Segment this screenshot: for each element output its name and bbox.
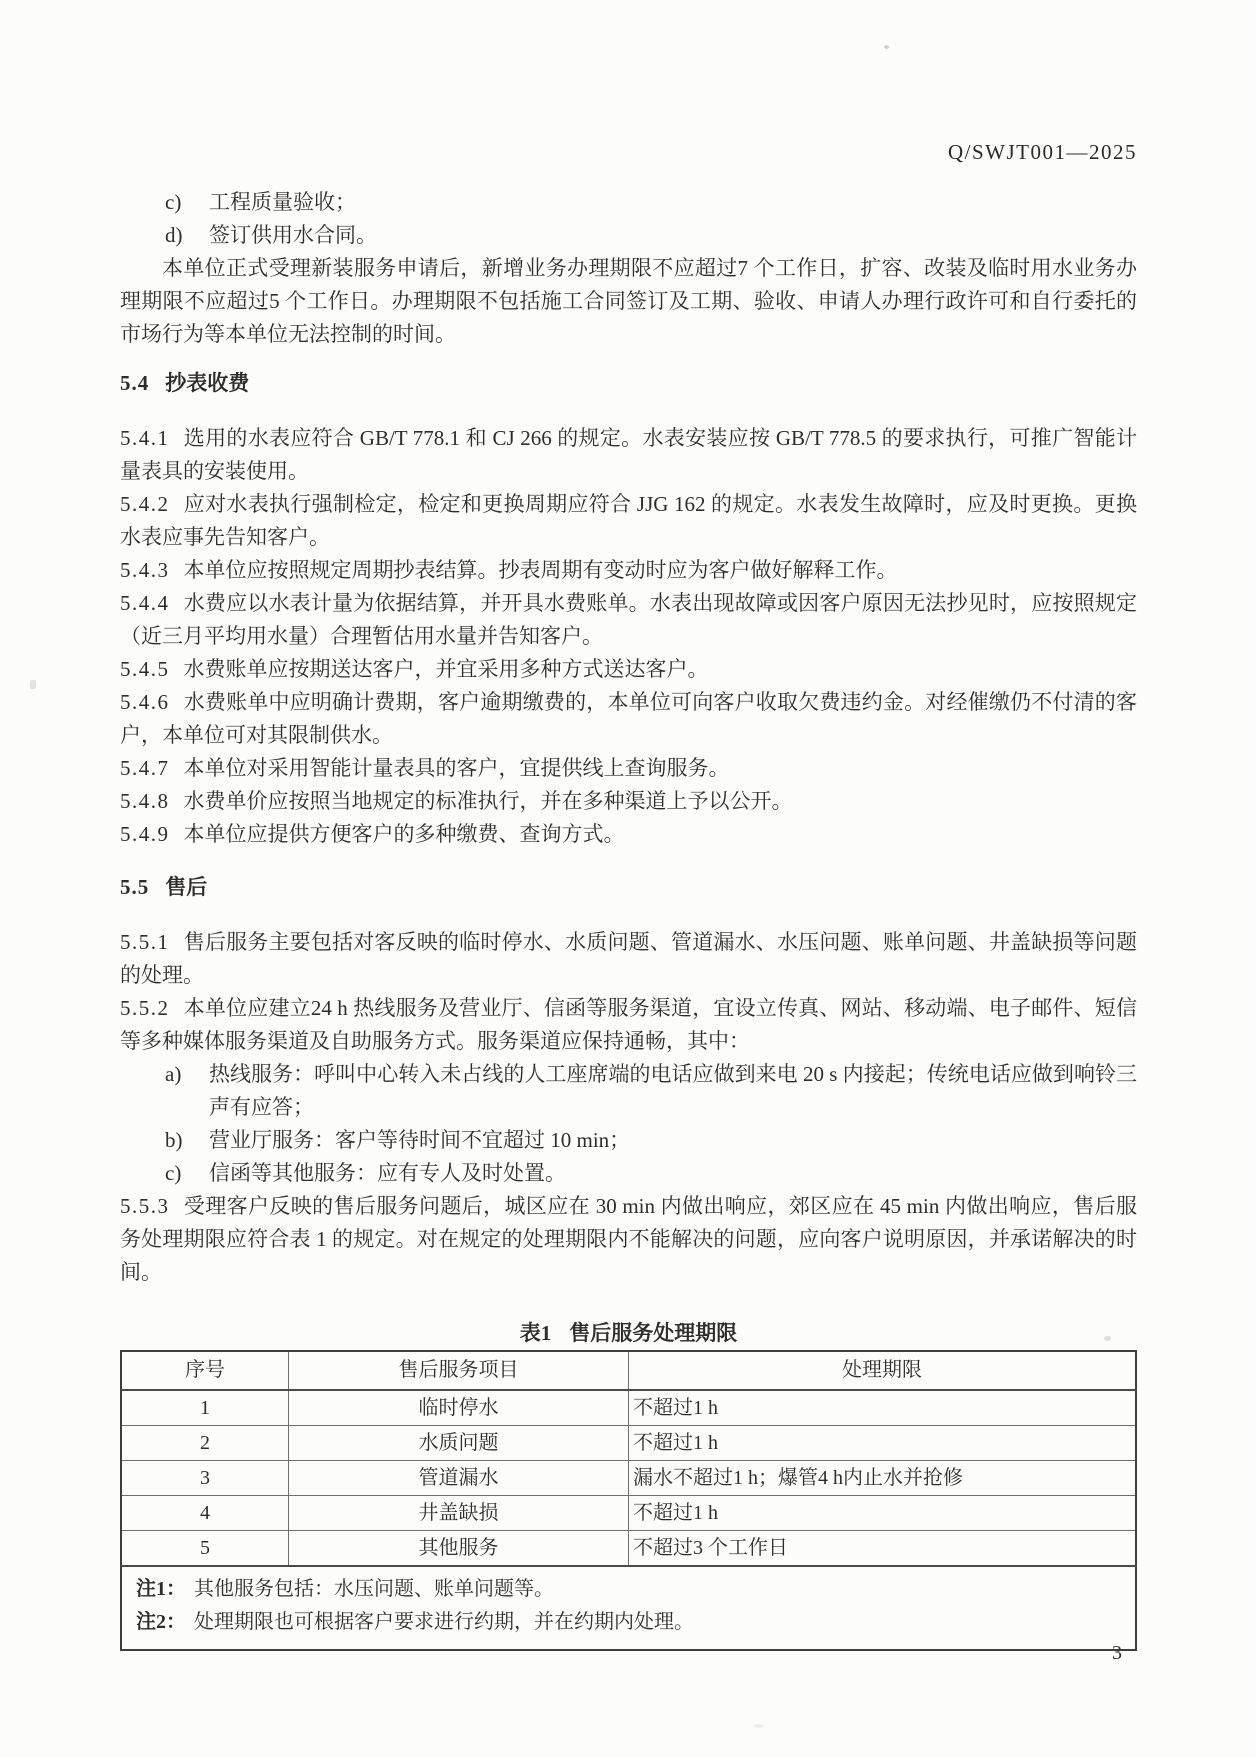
table-cell-index: 5 <box>121 1531 288 1567</box>
table-note-2 <box>136 1606 1121 1639</box>
clause-number: 5.4.5 <box>120 657 170 681</box>
page-number: 3 <box>1112 1642 1122 1664</box>
list-item-d <box>120 219 1137 252</box>
clause-5-4-6 <box>120 686 1137 752</box>
clause-number: 5.4.8 <box>120 789 170 813</box>
note-text: 处理期限也可根据客户要求进行约期，并在约期内处理。 <box>194 1611 694 1633</box>
table-row <box>121 1461 1136 1496</box>
clause-5-4-9 <box>120 818 1137 851</box>
table-row <box>121 1496 1136 1531</box>
table-header-row <box>121 1351 1136 1390</box>
clause-number: 5.4.3 <box>120 558 170 582</box>
table-row <box>121 1390 1136 1426</box>
note-label: 注2： <box>136 1611 186 1633</box>
clause-number: 5.4.9 <box>120 822 170 846</box>
clause-number: 5.5.3 <box>120 1194 170 1218</box>
clause-text: 本单位应按照规定周期抄表结算。抄表周期有变动时应为客户做好解释工作。 <box>183 558 898 582</box>
subitem-marker: c) <box>165 1161 182 1185</box>
clause-5-4-8 <box>120 785 1137 818</box>
scan-artifact <box>1104 1336 1111 1341</box>
table-cell-limit: 不超过3 个工作日 <box>628 1531 1136 1567</box>
table-cell-index: 4 <box>121 1496 288 1531</box>
clause-5-4-2 <box>120 488 1137 554</box>
subitem-text: 信函等其他服务：应有专人及时处置。 <box>209 1161 566 1185</box>
clause-number: 5.4.6 <box>120 690 170 714</box>
subitem-marker: a) <box>165 1062 182 1086</box>
table-caption-title: 售后服务处理期限 <box>569 1321 738 1345</box>
clause-5-4-3 <box>120 554 1137 587</box>
subitem-b <box>120 1124 1137 1157</box>
section-number: 5.4 <box>120 371 150 395</box>
section-title: 售后 <box>165 875 208 899</box>
clause-5-4-5 <box>120 653 1137 686</box>
clause-number: 5.5.2 <box>120 996 170 1020</box>
section-heading-5-4 <box>120 367 1137 400</box>
clause-text: 本单位应建立24 h 热线服务及营业厅、信函等服务渠道，宜设立传真、网站、移动端、电子邮件、短信等多种媒体服务渠道及自助服务方式。服务渠道应保持通畅，其中： <box>120 996 1137 1053</box>
list-marker: d) <box>165 223 183 247</box>
clause-5-5-3 <box>120 1190 1137 1289</box>
clause-text: 本单位对采用智能计量表具的客户，宜提供线上查询服务。 <box>183 756 730 780</box>
table-cell-index: 2 <box>121 1426 288 1461</box>
table-header-cell-index: 序号 <box>121 1351 288 1390</box>
table-cell-limit: 不超过1 h <box>628 1426 1136 1461</box>
aftersales-limits-table <box>120 1350 1137 1651</box>
scan-artifact <box>884 45 889 49</box>
table-caption-label: 表1 <box>519 1321 552 1345</box>
list-text: 签订供用水合同。 <box>209 223 377 247</box>
section-title: 抄表收费 <box>165 371 250 395</box>
clause-number: 5.4.1 <box>120 426 170 450</box>
note-label: 注1： <box>136 1578 186 1600</box>
table-row <box>121 1531 1136 1567</box>
list-marker: c) <box>165 190 182 214</box>
table-notes-row <box>121 1566 1136 1650</box>
clause-text: 选用的水表应符合 GB/T 778.1 和 CJ 266 的规定。水表安装应按 GB/T 778.5 的要求执行，可推广智能计量表具的安装使用。 <box>120 426 1137 483</box>
clause-text: 水费应以水表计量为依据结算，并开具水费账单。水表出现故障或因客户原因无法抄见时，应按照规定（近三月平均用水量）合理暂估用水量并告知客户。 <box>120 591 1137 648</box>
table-cell-index: 3 <box>121 1461 288 1496</box>
table-cell-item: 临时停水 <box>288 1390 628 1426</box>
section-heading-5-5 <box>120 871 1137 904</box>
section-number: 5.5 <box>120 875 150 899</box>
table-cell-item: 水质问题 <box>288 1426 628 1461</box>
clause-text: 售后服务主要包括对客反映的临时停水、水质问题、管道漏水、水压问题、账单问题、井盖缺损等问题的处理。 <box>120 930 1137 987</box>
table-cell-item: 其他服务 <box>288 1531 628 1567</box>
table-row <box>121 1426 1136 1461</box>
clause-text: 水费账单应按期送达客户，并宜采用多种方式送达客户。 <box>183 657 709 681</box>
scan-artifact <box>754 1724 764 1728</box>
table-cell-limit: 不超过1 h <box>628 1496 1136 1531</box>
table-caption <box>120 1317 1137 1350</box>
clause-5-4-1 <box>120 422 1137 488</box>
subitem-text: 营业厅服务：客户等待时间不宜超过 10 min； <box>209 1128 631 1152</box>
subitem-c <box>120 1157 1137 1190</box>
table-cell-item: 管道漏水 <box>288 1461 628 1496</box>
clause-5-5-2 <box>120 992 1137 1058</box>
table-cell-item: 井盖缺损 <box>288 1496 628 1531</box>
clause-text: 水费账单中应明确计费期，客户逾期缴费的，本单位可向客户收取欠费违约金。对经催缴仍不付清的客户，本单位可对其限制供水。 <box>120 690 1137 747</box>
clause-number: 5.4.4 <box>120 591 170 615</box>
list-text: 工程质量验收； <box>209 190 356 214</box>
clause-5-4-4 <box>120 587 1137 653</box>
note-text: 其他服务包括：水压问题、账单问题等。 <box>194 1578 554 1600</box>
clause-number: 5.5.1 <box>120 930 170 954</box>
clause-5-4-7 <box>120 752 1137 785</box>
table-header-cell-limit: 处理期限 <box>628 1351 1136 1390</box>
list-item-c <box>120 186 1137 219</box>
clause-text: 本单位应提供方便客户的多种缴费、查询方式。 <box>183 822 625 846</box>
document-content <box>120 186 1137 1651</box>
subitem-text: 热线服务：呼叫中心转入未占线的人工座席端的电话应做到来电 20 s 内接起；传统电话应做到响铃三声有应答； <box>209 1062 1137 1119</box>
clause-5-5-1 <box>120 926 1137 992</box>
scan-artifact <box>30 680 36 689</box>
clause-text: 水费单价应按照当地规定的标准执行，并在多种渠道上予以公开。 <box>183 789 793 813</box>
doc-number: Q/SWJT001—2025 <box>948 140 1137 164</box>
preamble-paragraph: 本单位正式受理新装服务申请后，新增业务办理期限不应超过7 个工作日，扩容、改装及临时用水业务办理期限不应超过5 个工作日。办理期限不包括施工合同签订及工期、验收、申请人办理行政许可和自行委托的市场行为等本单位无法控制的时间。 <box>120 256 1137 346</box>
subitem-a <box>120 1058 1137 1124</box>
table-cell-limit: 不超过1 h <box>628 1390 1136 1426</box>
clause-text: 应对水表执行强制检定，检定和更换周期应符合 JJG 162 的规定。水表发生故障时，应及时更换。更换水表应事先告知客户。 <box>120 492 1137 549</box>
clause-number: 5.4.2 <box>120 492 170 516</box>
clause-number: 5.4.7 <box>120 756 170 780</box>
clause-text: 受理客户反映的售后服务问题后，城区应在 30 min 内做出响应，郊区应在 45 min 内做出响应，售后服务处理期限应符合表 1 的规定。对在规定的处理期限内不能解决的问题，应向客户说明原因，并承诺解决的时间。 <box>120 1194 1137 1284</box>
table-cell-index: 1 <box>121 1390 288 1426</box>
table-note-1 <box>136 1573 1121 1606</box>
subitem-marker: b) <box>165 1128 183 1152</box>
table-header-cell-item: 售后服务项目 <box>288 1351 628 1390</box>
table-cell-limit: 漏水不超过1 h；爆管4 h内止水并抢修 <box>628 1461 1136 1496</box>
